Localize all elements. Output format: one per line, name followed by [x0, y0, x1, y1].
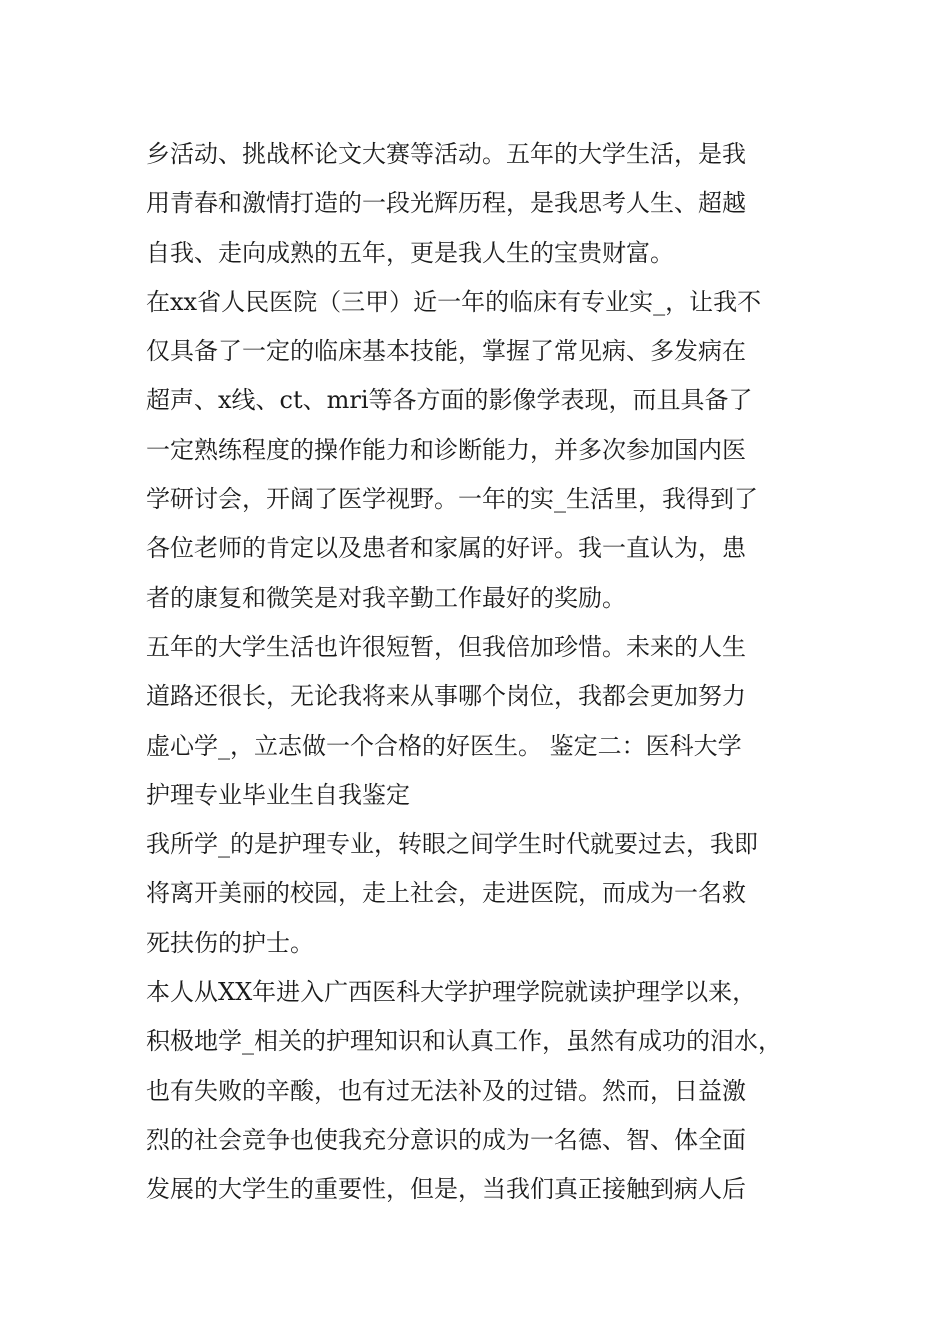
- text-line: 死扶伤的护士。: [146, 928, 314, 957]
- text-line: 学研讨会，开阔了医学视野。一年的实_生活里，我得到了: [146, 485, 758, 514]
- text-line: 乡活动、挑战杯论文大赛等活动。五年的大学生活，是我: [146, 140, 746, 168]
- text-line: 者的康复和微笑是对我辛勤工作最好的奖励。: [146, 583, 626, 612]
- text-line: 虚心学_，立志做一个合格的好医生。 鉴定二：医科大学: [146, 731, 742, 760]
- text-line: 积极地学_相关的护理知识和认真工作，虽然有成功的泪水，: [146, 1027, 782, 1056]
- text-line: 用青春和激情打造的一段光辉历程，是我思考人生、超越: [146, 189, 746, 218]
- text-line: 仅具备了一定的临床基本技能，掌握了常见病、多发病在: [146, 337, 746, 366]
- text-line: 超声、x线、ct、mri等各方面的影像学表现，而且具备了: [146, 386, 753, 415]
- text-line: 烈的社会竞争也使我充分意识的成为一名德、智、体全面: [146, 1125, 746, 1154]
- text-line: 发展的大学生的重要性，但是，当我们真正接触到病人后: [146, 1175, 746, 1204]
- text-line: 我所学_的是护理专业，转眼之间学生时代就要过去，我即: [146, 830, 758, 859]
- text-line: 各位老师的肯定以及患者和家属的好评。我一直认为，患: [146, 534, 746, 563]
- section-heading-line: 护理专业毕业生自我鉴定: [146, 780, 410, 809]
- text-line: 将离开美丽的校园，走上社会，走进医院，而成为一名救: [146, 879, 746, 908]
- text-line: 本人从XX年进入广西医科大学护理学院就读护理学以来，: [146, 978, 757, 1007]
- body-text: [146, 130, 826, 1215]
- text-line: 五年的大学生活也许很短暂，但我倍加珍惜。未来的人生: [146, 632, 746, 661]
- text-line: 道路还很长，无论我将来从事哪个岗位，我都会更加努力: [146, 682, 746, 711]
- text-line: 也有失败的辛酸，也有过无法补及的过错。然而，日益激: [146, 1076, 746, 1105]
- text-line: 自我、走向成熟的五年，更是我人生的宝贵财富。: [146, 238, 674, 267]
- text-line: 在xx省人民医院（三甲）近一年的临床有专业实_，让我不: [146, 287, 762, 316]
- text-line: 一定熟练程度的操作能力和诊断能力，并多次参加国内医: [146, 435, 746, 464]
